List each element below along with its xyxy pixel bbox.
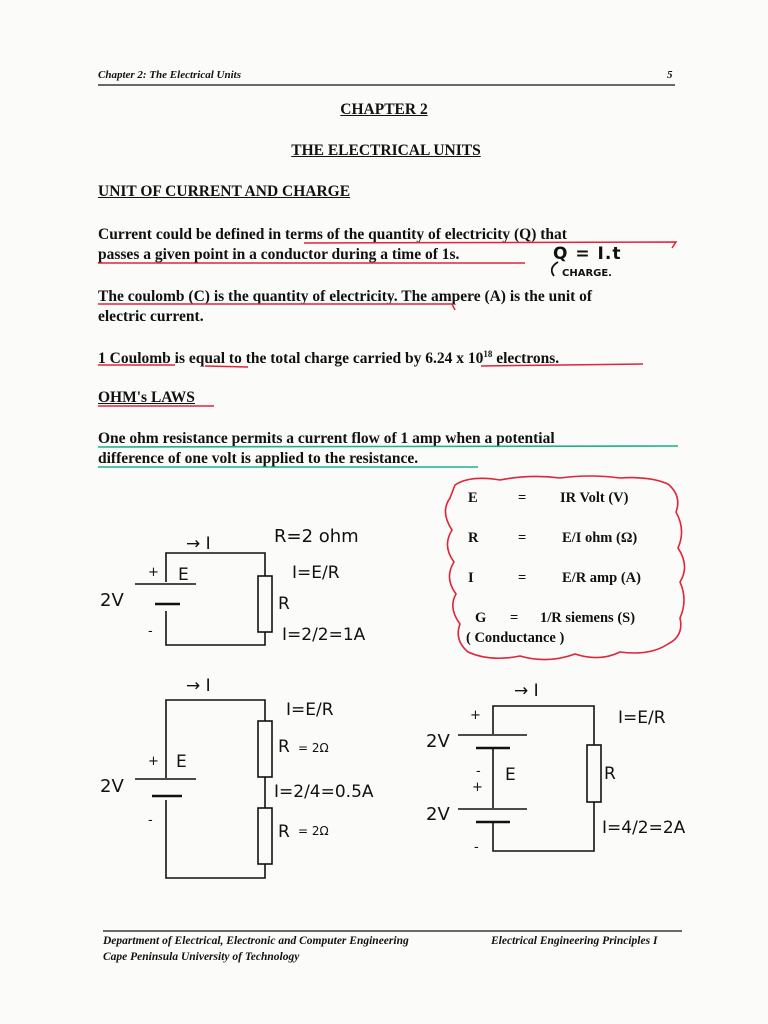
c1-formula: I=E/R — [292, 563, 340, 583]
running-header-chapter: Chapter 2: The Electrical Units — [98, 69, 241, 81]
paragraph-ohm-line1: One ohm resistance permits a current flow of 1 amp when a potential — [98, 430, 555, 447]
footer-university: Cape Peninsula University of Technology — [103, 951, 300, 963]
coulomb-definition-end: electrons. — [492, 350, 560, 368]
c3-formula: I=E/R — [618, 708, 666, 728]
c3-result: I=4/2=2A — [602, 818, 686, 838]
c2-current-arrow: → I — [186, 676, 211, 696]
paragraph-current-line2: passes a given point in a conductor during a time of 1s. — [98, 246, 460, 263]
coulomb-definition-text: 1 Coulomb is equal to the total charge carried by 6.24 x 10 — [98, 350, 484, 368]
c1-resistance-value: R=2 ohm — [274, 526, 359, 547]
paragraph-coulomb-line2: electric current. — [98, 308, 204, 325]
page-number: 5 — [667, 69, 673, 81]
eq-e-op: = — [518, 490, 527, 506]
green-highlights — [98, 446, 678, 467]
c2-minus: - — [148, 813, 153, 828]
eq-i-rhs: E/R amp (A) — [562, 570, 641, 586]
c1-plus: + — [148, 565, 159, 580]
eq-g-rhs: 1/R siemens (S) — [540, 610, 636, 626]
paragraph-coulomb-line1: The coulomb (C) is the quantity of electricity. The ampere (A) is the unit of — [98, 288, 593, 305]
c2-formula: I=E/R — [286, 700, 334, 720]
chapter-title: CHAPTER 2 — [340, 101, 428, 118]
c1-minus: - — [148, 624, 153, 639]
c2-r1-value: = 2Ω — [298, 741, 329, 755]
conductance-note: ( Conductance ) — [466, 630, 565, 646]
c1-current-arrow: → I — [186, 534, 211, 554]
c2-r2-value: = 2Ω — [298, 824, 329, 838]
handwritten-charge-note: CHARGE. — [562, 268, 612, 279]
c2-r2-label: R — [278, 822, 290, 842]
footer-course: Electrical Engineering Principles I — [491, 935, 658, 947]
eq-g-symbol: G — [475, 610, 487, 626]
c2-result: I=2/4=0.5A — [274, 782, 374, 802]
section-heading-ohms-laws: OHM's LAWS — [98, 389, 195, 406]
eq-r-op: = — [518, 530, 527, 546]
c1-voltage: 2V — [100, 590, 124, 611]
circuit-1 — [135, 553, 272, 645]
c2-voltage: 2V — [100, 776, 124, 797]
c1-source-e: E — [178, 565, 189, 585]
eq-i-symbol: I — [468, 570, 474, 586]
circuit-3 — [458, 706, 601, 851]
c3-source-e: E — [505, 765, 516, 785]
c3-voltage-2: 2V — [426, 804, 450, 825]
c3-minus-mid: - — [476, 764, 481, 779]
c1-resistor-label: R — [278, 594, 290, 614]
red-highlights — [98, 242, 676, 406]
section-heading-current-charge: UNIT OF CURRENT AND CHARGE — [98, 183, 351, 200]
c3-plus: + — [470, 708, 481, 723]
c3-resistor-label: R — [604, 764, 616, 784]
charge-note-arrow — [552, 262, 558, 276]
eq-e-symbol: E — [468, 490, 478, 506]
eq-r-symbol: R — [468, 530, 479, 546]
c3-plus-mid: + — [472, 780, 483, 795]
eq-r-rhs: E/I ohm (Ω) — [562, 530, 638, 546]
handwritten-formula: Q = I.t — [553, 244, 622, 264]
paragraph-current-line1: Current could be defined in terms of the quantity of electricity (Q) that — [98, 226, 567, 243]
c1-result: I=2/2=1A — [282, 625, 366, 645]
footer-department: Department of Electrical, Electronic and Computer Engineering — [103, 935, 409, 947]
c2-r1-label: R — [278, 737, 290, 757]
eq-e-rhs: IR Volt (V) — [560, 490, 629, 506]
c2-source-e: E — [176, 752, 187, 772]
c3-current-arrow: → I — [514, 681, 539, 701]
eq-g-op: = — [510, 610, 519, 626]
exponent: 18 — [483, 349, 493, 359]
equations-bubble — [445, 476, 684, 660]
c3-voltage-1: 2V — [426, 731, 450, 752]
chapter-subtitle: THE ELECTRICAL UNITS — [291, 142, 481, 159]
circuit-2 — [135, 700, 272, 878]
eq-i-op: = — [518, 570, 527, 586]
paragraph-ohm-line2: difference of one volt is applied to the resistance. — [98, 450, 419, 467]
c2-plus: + — [148, 754, 159, 769]
c3-minus-bottom: - — [474, 840, 479, 855]
